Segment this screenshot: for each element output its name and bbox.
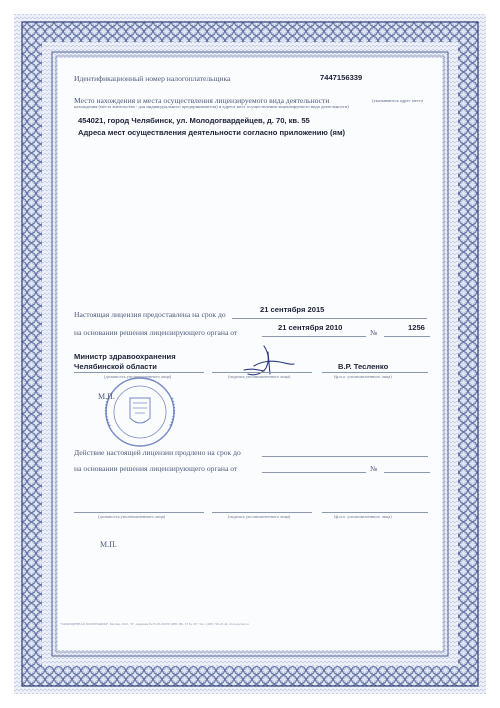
signatory-position-line2: Челябинской области xyxy=(74,362,157,371)
addresses-note: Адреса мест осуществления деятельности согласно приложению (ям) xyxy=(78,128,346,137)
extension-number-sign: № xyxy=(370,464,378,473)
term-label: Настоящая лицензия предоставлена на срок до xyxy=(74,310,226,319)
signature-underline xyxy=(212,372,312,373)
extension-signature-caption: (подпись уполномоченного лица) xyxy=(228,514,291,519)
extension-name-caption: (ф.и.о. уполномоченного лица) xyxy=(334,514,392,519)
extension-term-underline xyxy=(262,456,428,457)
seal-mark: М.П. xyxy=(98,392,115,401)
tin-label: Идентификационный номер налогоплательщика xyxy=(74,74,231,83)
decision-number: 1256 xyxy=(408,323,425,332)
signatory-position-line1: Министр здравоохранения xyxy=(74,352,176,361)
location-label: Место нахождения и места осуществления лицензируемого вида деятельности xyxy=(74,96,330,105)
location-note: (указываются адрес места нахождения (места жительства - для индивидуального предпринимателя) и адреса мест осуществления лицензируемого вида деятельности) xyxy=(74,98,424,109)
decision-number-sign: № xyxy=(370,328,378,337)
decision-date-underline xyxy=(262,336,366,337)
extension-seal-mark: М.П. xyxy=(100,540,117,549)
extension-name-underline xyxy=(322,512,428,513)
term-value: 21 сентября 2015 xyxy=(260,305,325,314)
extension-date-underline xyxy=(262,472,366,473)
extension-number-underline xyxy=(384,472,430,473)
name-underline xyxy=(322,372,428,373)
tin-value: 7447156339 xyxy=(320,73,363,82)
extension-label: Действие настоящей лицензии продлено на срок до xyxy=(74,448,241,457)
name-caption: (ф.и.о. уполномоченного лица) xyxy=(334,374,392,379)
extension-decision-label: на основании решения лицензирующего органа от xyxy=(74,464,238,473)
term-underline xyxy=(232,318,427,319)
position-underline xyxy=(74,372,204,373)
official-seal xyxy=(96,376,186,448)
extension-signature-underline xyxy=(212,512,312,513)
position-caption: (должность уполномоченного лица) xyxy=(104,374,172,379)
decision-label: на основании решения лицензирующего органа от xyxy=(74,328,238,337)
extension-position-underline xyxy=(74,512,204,513)
address-line: 454021, город Челябинск, ул. Молодогвардейцев, д. 70, кв. 55 xyxy=(78,116,310,125)
signature-caption: (подпись уполномоченного лица) xyxy=(228,374,291,379)
print-info: "ЗАЩИЩЕННАЯ ПОЛИГРАФИЯ", Москва, 2010, "Б", лицензия № 05-05-09/003 ФНС РФ, ТЗ № 197. Тел.: (495) 726-47-42, www.opcion.ru xyxy=(60,622,249,626)
signatory-name: В.Р. Тесленко xyxy=(338,362,389,371)
extension-position-caption: (должность уполномоченного лица) xyxy=(98,514,166,519)
decision-date: 21 сентября 2010 xyxy=(278,323,343,332)
decision-number-underline xyxy=(384,336,430,337)
